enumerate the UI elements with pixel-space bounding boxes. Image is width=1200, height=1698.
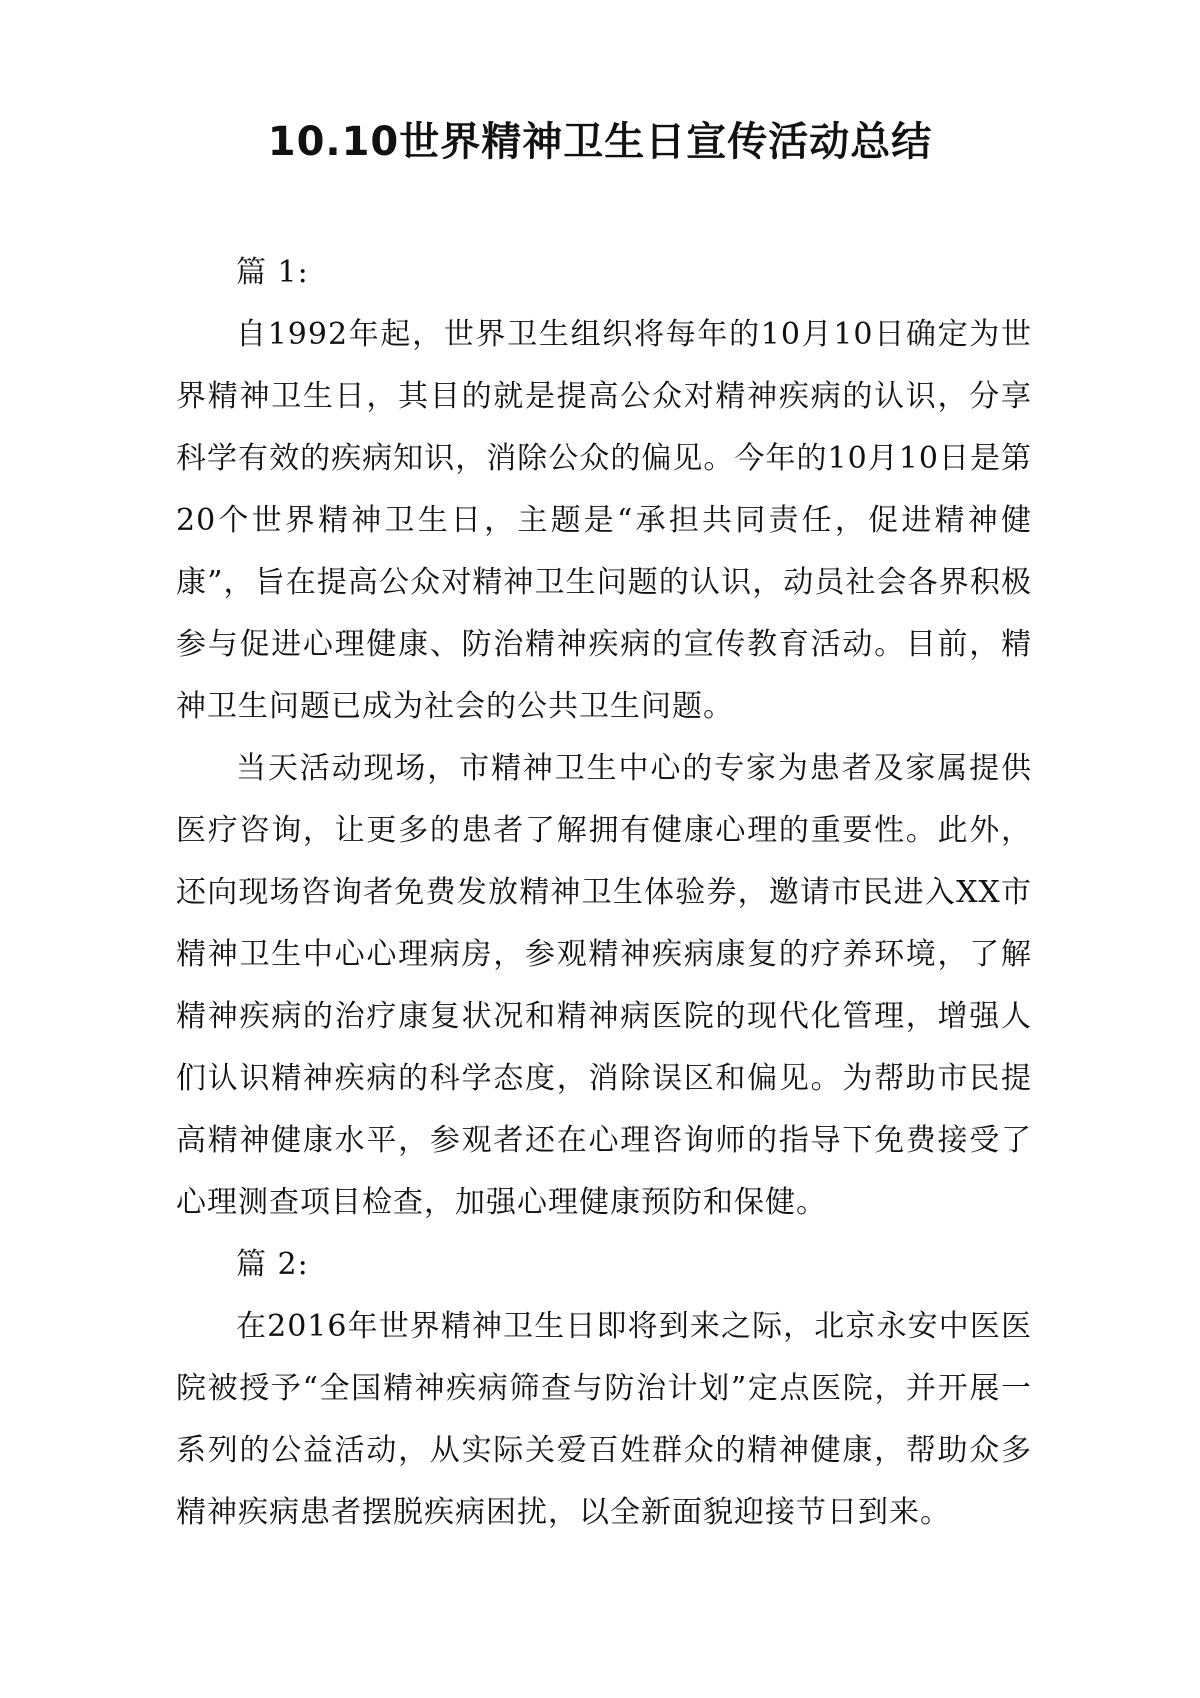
document-body — [176, 242, 1032, 1544]
paragraph: 自1992年起，世界卫生组织将每年的10月10日确定为世界精神卫生日，其目的就是提高公众对精神疾病的认识，分享科学有效的疾病知识，消除公众的偏见。今年的10月10日是第20个世界精神卫生日，主题是“承担共同责任，促进精神健康”，旨在提高公众对精神卫生问题的认识，动员社会各界积极参与促进心理健康、防治精神疾病的宣传教育活动。目前，精神卫生问题已成为社会的公共卫生问题。 — [176, 317, 1032, 724]
section-label: 篇 1: — [236, 255, 309, 290]
section-label: 篇 2: — [236, 1247, 309, 1282]
document-title: 10.10世界精神卫生日宣传活动总结 — [267, 119, 933, 165]
paragraph: 当天活动现场，市精神卫生中心的专家为患者及家属提供医疗咨询，让更多的患者了解拥有健康心理的重要性。此外，还向现场咨询者免费发放精神卫生体验券，邀请市民进入XX市精神卫生中心心理病房，参观精神疾病康复的疗养环境，了解精神疾病的治疗康复状况和精神病医院的现代化管理，增强人们认识精神疾病的科学态度，消除误区和偏见。为帮助市民提高精神健康水平，参观者还在心理咨询师的指导下免费接受了心理测查项目检查，加强心理健康预防和保健。 — [176, 751, 1032, 1220]
paragraph: 在2016年世界精神卫生日即将到来之际，北京永安中医医院被授予“全国精神疾病筛查与防治计划”定点医院，并开展一系列的公益活动，从实际关爱百姓群众的精神健康，帮助众多精神疾病患者摆脱疾病困扰，以全新面貌迎接节日到来。 — [176, 1309, 1032, 1530]
